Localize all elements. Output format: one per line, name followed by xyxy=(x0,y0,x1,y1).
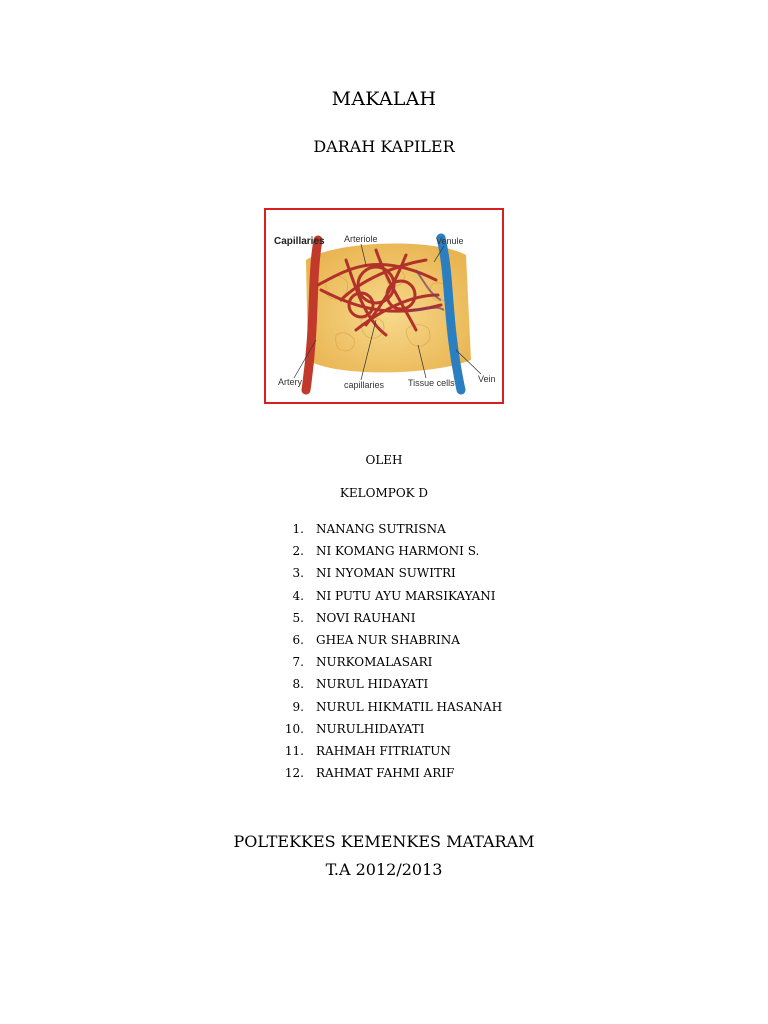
capillaries-illustration xyxy=(266,210,502,402)
list-item: 6. GHEA NUR SHABRINA xyxy=(292,632,460,647)
member-list xyxy=(276,518,502,784)
list-item: 8. NURUL HIDAYATI xyxy=(292,677,429,692)
list-item: 5. NOVI RAUHANI xyxy=(292,610,416,625)
list-item: 11. RAHMAH FITRIATUN xyxy=(284,743,451,758)
label-tissue-cells: Tissue cells xyxy=(408,378,455,388)
capillaries-figure xyxy=(264,208,504,404)
list-item: 4. NI PUTU AYU MARSIKAYANI xyxy=(292,588,496,603)
list-item: 10. NURULHIDAYATI xyxy=(284,721,425,736)
group-label: KELOMPOK D xyxy=(339,486,429,500)
list-item: 12. RAHMAT FAHMI ARIF xyxy=(284,766,455,781)
list-item: 9. NURUL HIKMATIL HASANAH xyxy=(292,699,503,714)
list-item: 1. NANANG SUTRISNA xyxy=(292,522,446,536)
list-item: 2. NI KOMANG HARMONI S. xyxy=(292,544,480,559)
document-subtitle: DARAH KAPILER xyxy=(313,137,455,156)
label-artery: Artery xyxy=(278,377,303,387)
label-venule: Venule xyxy=(436,236,464,246)
institution-name: POLTEKKES KEMENKES MATARAM xyxy=(233,832,535,851)
label-arteriole: Arteriole xyxy=(344,234,378,244)
figure-title: Capillaries xyxy=(274,236,325,247)
by-label: OLEH xyxy=(365,453,403,467)
list-item: 7. NURKOMALASARI xyxy=(292,655,433,670)
list-item: 3. NI NYOMAN SUWITRI xyxy=(292,566,456,581)
label-vein: Vein xyxy=(478,374,496,384)
document-title: MAKALAH xyxy=(331,88,437,110)
label-capillaries: capillaries xyxy=(344,380,385,390)
academic-year: T.A 2012/2013 xyxy=(325,860,443,879)
